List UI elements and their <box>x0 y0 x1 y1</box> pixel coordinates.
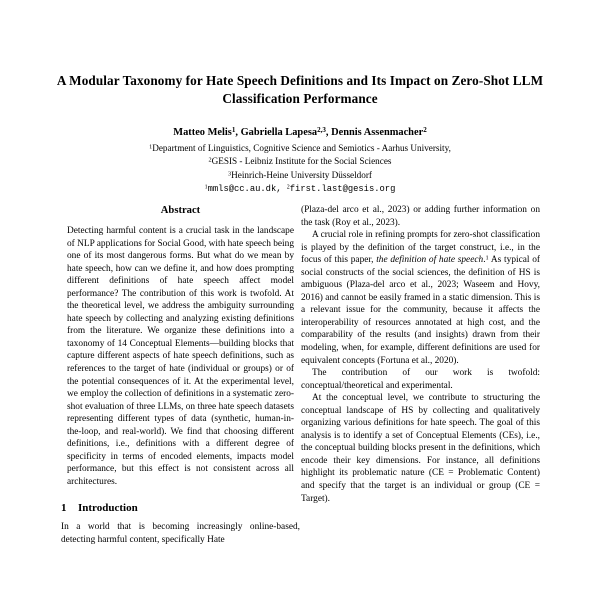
author-list <box>0 126 600 140</box>
author-1-affiliation-marker: 1 <box>231 126 236 135</box>
introduction-paragraph: In a world that is becoming increasingly online-based, detecting harmful content, specifically Hate <box>61 522 300 546</box>
paragraph-definition-post: As typical of social constructs of the social sciences, the definition of HS is ambiguous (Plaza-del arco et al., 2023; Waseem and Hovy, 2016) and cannot be easily framed in a static dimension. This is a relevant issue for the community, because it affects the interoperability of resources annotated at high cost, and the comparability of the results (and insights) drawn from their modeling, when, for example, different definitions are used for equivalent concepts (Fortuna et al., 2020). <box>301 255 540 366</box>
abstract-heading: Abstract <box>160 205 201 216</box>
paragraph-definition-role <box>301 229 540 367</box>
author-2-name: Gabriella Lapesa <box>240 127 318 138</box>
footnote-marker-1[interactable]: 1 <box>485 254 489 262</box>
body-columns <box>0 204 600 600</box>
abstract-block <box>61 204 300 488</box>
page-title: A Modular Taxonomy for Hate Speech Definitions and Its Impact on Zero-Shot LLM Classification Performance <box>56 73 544 106</box>
title-block <box>0 0 600 196</box>
affiliation-3-text: Heinrich-Heine University Düsseldorf <box>231 169 372 180</box>
author-2-affiliation-marker: 2,3 <box>317 126 326 135</box>
section-number: 1 <box>61 502 67 515</box>
punctuation-period: . <box>483 255 486 266</box>
affiliation-1-text: Department of Linguistics, Cognitive Science and Semiotics - Aarhus University, <box>152 143 451 153</box>
abstract-text: Detecting harmful content is a crucial task in the landscape of NLP applications for Social Good, with hate speech being one of its most dangerous forms. But what do we mean by hate speech, how can we define it, and how does prompting different definitions of hate speech affect model performance? The contribution of this work is twofold. At the theoretical level, we address the ambiguity surrounding hate speech by collecting and analyzing existing definitions from the literature. We organize these definitions into a taxonomy of 14 Conceptual Elements—building blocks that capture different aspects of hate speech definitions, such as references to the target of hate (individual or groups) or of the potential consequences of it. At the experimental level, we employ the collection of definitions in a systematic zero-shot evaluation of three LLMs, on three hate speech datasets representing different types of data (synthetic, human-in-the-loop, and real-world). We find that choosing different definitions, i.e., definitions with a different degree of specificity in terms of encoded elements, impacts model performance, but this effect is not consistent across all architectures. <box>67 226 294 487</box>
email-1-marker: 1 <box>204 184 208 191</box>
email-2[interactable]: first.last@gesis.org <box>289 184 396 195</box>
paragraph-continued: (Plaza-del arco et al., 2023) or adding further information on the task (Roy et al., 2023). <box>301 205 540 228</box>
email-1[interactable]: mmls@cc.au.dk, <box>207 184 282 195</box>
affiliation-2-marker: 2 <box>208 156 212 164</box>
contact-emails <box>0 183 600 196</box>
author-1-name: Matteo Melis <box>173 127 232 138</box>
affiliation-1 <box>0 142 600 154</box>
affiliation-3 <box>0 169 600 181</box>
affiliation-3-marker: 3 <box>228 170 232 178</box>
right-column <box>301 204 540 600</box>
section-heading-introduction <box>61 501 300 515</box>
italic-term-definition-of-hate-speech: the definition of hate speech <box>376 255 484 266</box>
author-separator-1: , <box>235 127 241 138</box>
author-separator-2: , <box>325 127 332 138</box>
left-column <box>61 204 300 600</box>
author-3-affiliation-marker: 2 <box>423 126 427 135</box>
affiliation-1-marker: 1 <box>149 143 153 151</box>
affiliation-2-text: GESIS - Leibniz Institute for the Social Sciences <box>211 156 392 167</box>
section-title: Introduction <box>78 502 138 515</box>
author-3-name: Dennis Assenmacher <box>331 127 424 138</box>
paragraph-contribution: The contribution of our work is twofold: conceptual/theoretical and experimental. <box>301 368 540 391</box>
affiliation-2 <box>0 155 600 167</box>
email-2-marker: 2 <box>286 184 290 191</box>
paragraph-conceptual-level: At the conceptual level, we contribute to structuring the conceptual landscape of HS by collecting and qualitatively organizing various definitions for hate speech. The goal of this analysis is to identify a set of Conceptual Elements (CEs), i.e., the conceptual building blocks present in the definitions, which encode their key dimensions. For instance, all definitions highlight its problematic nature (CE = Problematic Content) and specify that the target is an individual or group (CE = Target). <box>301 393 540 504</box>
paragraph-definition-pre: A crucial role in refining prompts for zero-shot classification is played by the definition of the target construct, i.e., in the focus of this paper, <box>301 230 540 266</box>
